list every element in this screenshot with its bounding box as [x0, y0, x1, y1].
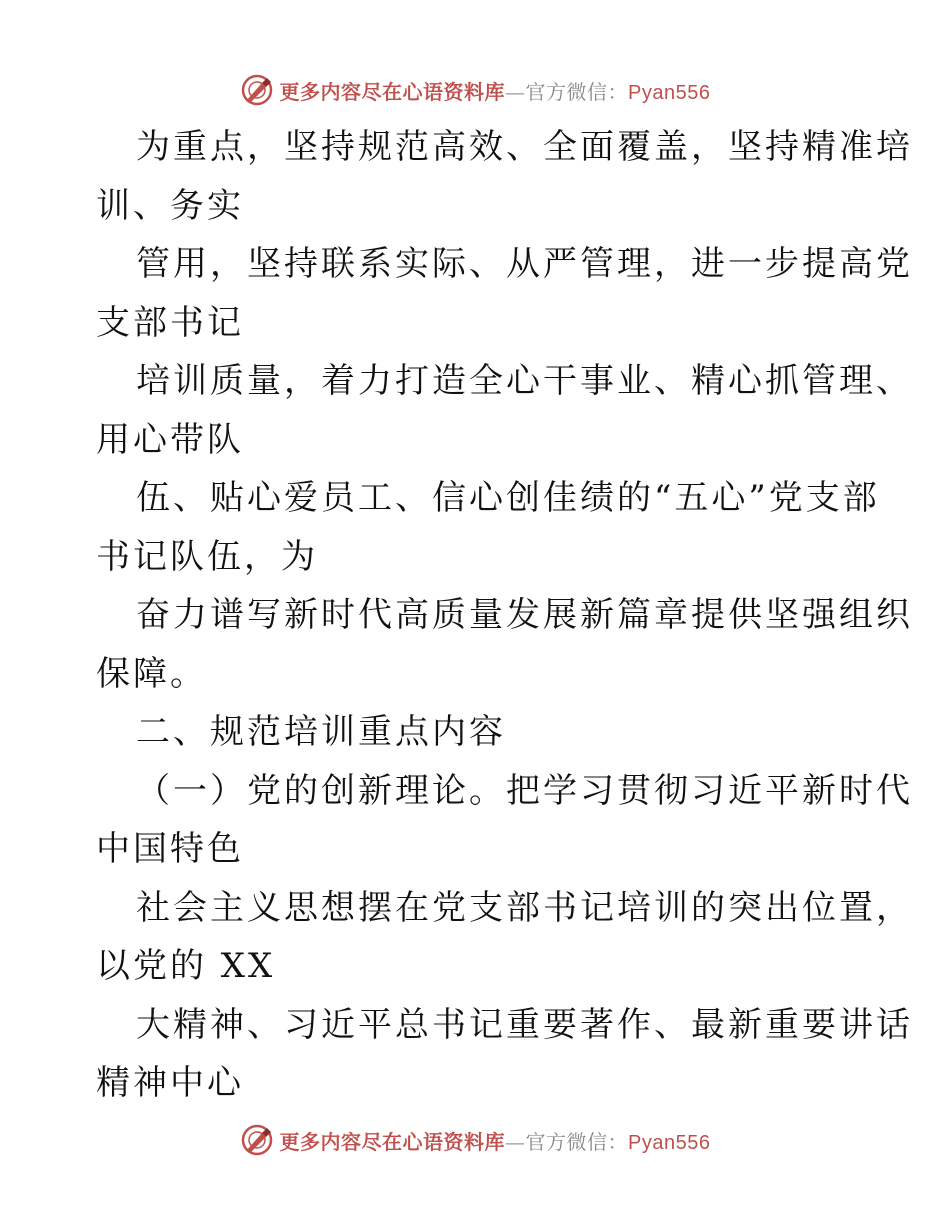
text-line: 用心带队 [96, 419, 244, 460]
text-line: 精神中心 [96, 1063, 244, 1103]
text-line: 培训质量，着力打造全心干事业、精心抓管理、 [136, 361, 913, 401]
text-line: 以党的 XX [96, 946, 276, 986]
pen-logo-icon [240, 1123, 274, 1157]
pen-logo-icon [240, 73, 274, 107]
text-line: 伍、贴心爱员工、信心创佳绩的“五心”党支部 [136, 478, 880, 518]
text-line: 训、务实 [96, 185, 244, 226]
text-line: 奋力谱写新时代高质量发展新篇章提供坚强组织 [136, 595, 913, 635]
watermark-dash: — [505, 1129, 526, 1154]
watermark-wechat-id: Pyan556 [628, 1131, 711, 1154]
watermark-brand: 更多内容尽在心语资料库 [279, 1129, 506, 1154]
footer-watermark [0, 1120, 950, 1160]
text-line: 中国特色 [96, 829, 244, 869]
text-line: 大精神、习近平总书记重要著作、最新重要讲话 [136, 1004, 913, 1045]
body-text [96, 118, 913, 1113]
text-line: 书记队伍，为 [96, 536, 318, 577]
text-line: 保障。 [96, 653, 207, 694]
watermark-wechat-id: Pyan556 [628, 81, 711, 104]
text-line: 支部书记 [96, 302, 244, 343]
text-line: 管用，坚持联系实际、从严管理，进一步提高党 [136, 244, 913, 284]
watermark-dash: — [505, 79, 526, 104]
header-watermark [0, 70, 950, 110]
text-line: （一）党的创新理论。把学习贯彻习近平新时代 [136, 770, 913, 811]
text-line: 社会主义思想摆在党支部书记培训的突出位置， [136, 887, 913, 928]
watermark-brand: 更多内容尽在心语资料库 [279, 79, 506, 104]
watermark-label: 官方微信： [525, 79, 629, 104]
watermark-label: 官方微信： [525, 1129, 629, 1154]
section-heading: 二、规范培训重点内容 [136, 712, 506, 752]
text-line: 为重点，坚持规范高效、全面覆盖，坚持精准培 [136, 127, 913, 167]
